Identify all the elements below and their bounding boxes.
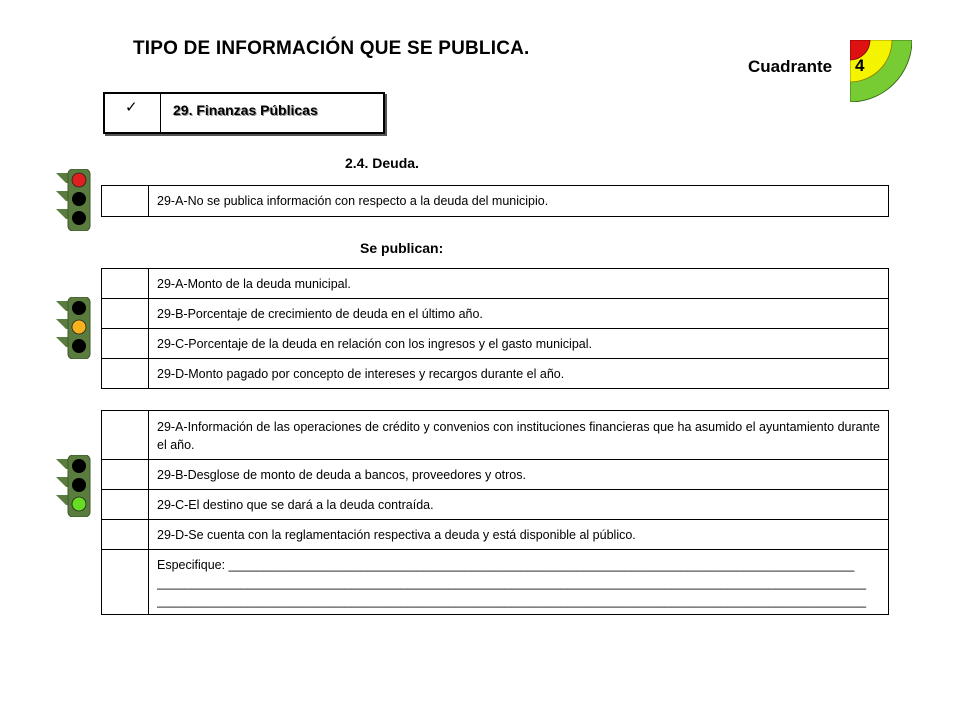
checkbox-cell[interactable] — [102, 269, 149, 299]
table-row — [102, 269, 889, 299]
table-row — [102, 299, 889, 329]
checkbox-cell[interactable] — [102, 520, 149, 550]
checkbox-cell[interactable] — [102, 359, 149, 389]
table-row — [102, 520, 889, 550]
yellow-traffic-light-icon — [56, 297, 102, 359]
publican-table — [101, 268, 889, 389]
item-text: 29-B-Desglose de monto de deuda a bancos, proveedores y otros. — [149, 460, 889, 490]
item-text: 29-A-Información de las operaciones de crédito y convenios con instituciones financieras que ha asumido el ayuntamiento durante el año. — [149, 411, 889, 460]
table-row — [102, 329, 889, 359]
item-text: 29-C-Porcentaje de la deuda en relación con los ingresos y el gasto municipal. — [149, 329, 889, 359]
deuda-table — [101, 185, 889, 217]
table-row — [102, 186, 889, 217]
especifique-label: Especifique: — [157, 558, 226, 572]
checkmark-icon: ✓ — [125, 99, 138, 116]
green-traffic-light-icon — [56, 455, 102, 517]
especifique-cell[interactable] — [149, 550, 889, 615]
item-text: 29-A-Monto de la deuda municipal. — [149, 269, 889, 299]
page-title: TIPO DE INFORMACIÓN QUE SE PUBLICA. — [133, 38, 530, 59]
item-text: 29-D-Se cuenta con la reglamentación respectiva a deuda y está disponible al público. — [149, 520, 889, 550]
red-traffic-light-icon — [56, 169, 102, 231]
checkbox-cell[interactable] — [102, 299, 149, 329]
section-divider — [160, 94, 161, 132]
table-row — [102, 490, 889, 520]
table-row — [102, 359, 889, 389]
checkbox-cell[interactable] — [102, 550, 149, 615]
item-text: 29-C-El destino que se dará a la deuda contraída. — [149, 490, 889, 520]
publican-heading: Se publican: — [360, 240, 444, 256]
item-text: 29-D-Monto pagado por concepto de intereses y recargos durante el año. — [149, 359, 889, 389]
item-text: 29-A-No se publica información con respecto a la deuda del municipio. — [149, 186, 889, 217]
cuadrante-label: Cuadrante — [748, 57, 833, 76]
checkbox-cell[interactable] — [102, 490, 149, 520]
item-text: 29-B-Porcentaje de crecimiento de deuda en el último año. — [149, 299, 889, 329]
especifique-line-2: ______________________________________________________________________________________________________ — [157, 576, 867, 590]
checkbox-cell[interactable] — [102, 329, 149, 359]
deuda-heading: 2.4. Deuda. — [345, 155, 419, 171]
section-box — [103, 92, 385, 134]
table-row — [102, 411, 889, 460]
cuadrante-number: 4 — [855, 56, 865, 75]
section-label: 29. Finanzas Públicas — [173, 102, 318, 118]
table-row — [102, 460, 889, 490]
table-row — [102, 550, 889, 615]
checkbox-cell[interactable] — [102, 411, 149, 460]
checkbox-cell[interactable] — [102, 460, 149, 490]
checkbox-cell[interactable] — [102, 186, 149, 217]
green-table — [101, 410, 889, 615]
especifique-line-3: ______________________________________________________________________________________________________ — [157, 594, 867, 608]
especifique-line-1: Especifique: __________________________________________________________________________________________ — [157, 558, 855, 572]
